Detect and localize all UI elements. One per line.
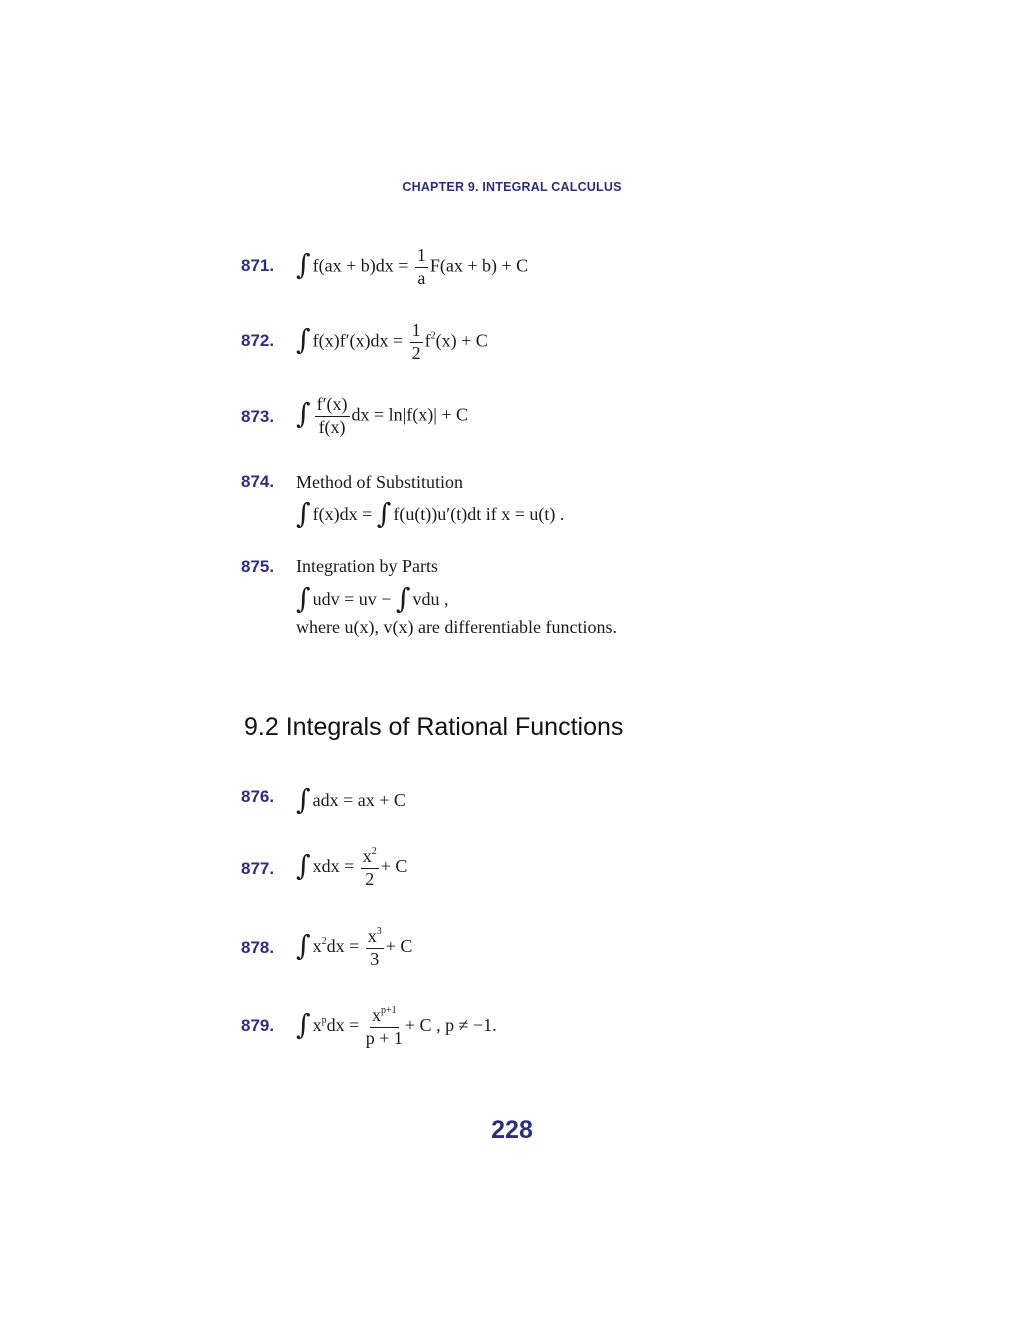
integral-sign: ∫ bbox=[296, 783, 311, 816]
formula-877 bbox=[296, 846, 407, 890]
formula-871 bbox=[296, 246, 528, 289]
formula-lhs: f(ax + b)dx = bbox=[312, 255, 413, 276]
integral-sign: ∫ bbox=[376, 497, 392, 530]
formula-number: 879. bbox=[241, 1016, 275, 1035]
integral-sign: ∫ bbox=[395, 582, 411, 615]
formula-873 bbox=[296, 395, 468, 438]
formula-rhs-base: f bbox=[424, 330, 431, 351]
fraction-numerator bbox=[370, 1005, 399, 1028]
exponent: 2 bbox=[321, 935, 327, 947]
method-title: Method of Substitution bbox=[296, 472, 464, 492]
fraction-denominator: p + 1 bbox=[365, 1027, 403, 1048]
numerator-base: x bbox=[362, 846, 372, 866]
fraction-numerator bbox=[366, 926, 384, 949]
formula-rhs: + C bbox=[380, 855, 408, 876]
formula-lhs: adx = ax + C bbox=[312, 790, 406, 810]
fraction-numerator bbox=[361, 846, 379, 869]
numerator-base: x bbox=[372, 1005, 381, 1025]
fraction-denominator: f(x) bbox=[318, 416, 346, 437]
formula-number: 878. bbox=[241, 938, 275, 957]
formula-rhs: f(u(t))u′(t)dt if x = u(t) . bbox=[393, 504, 565, 524]
formula-rhs: + C , p ≠ −1. bbox=[404, 1014, 497, 1035]
formula-lhs: dx = bbox=[326, 935, 364, 956]
formula-number: 872. bbox=[241, 331, 275, 350]
fraction-denominator: 2 bbox=[365, 868, 375, 889]
formula-rhs: dx = ln|f(x)| + C bbox=[351, 404, 469, 425]
formula-lhs: f(x)dx = bbox=[312, 504, 377, 524]
formula-lhs-base: x bbox=[312, 1014, 322, 1035]
formula-879 bbox=[296, 1005, 497, 1049]
exponent: 2 bbox=[430, 330, 436, 342]
formula-rhs: F(ax + b) + C bbox=[429, 255, 529, 276]
exponent: 2 bbox=[371, 846, 377, 857]
fraction-numerator: 1 bbox=[415, 246, 428, 268]
fraction-denominator: a bbox=[417, 267, 426, 288]
chapter-header: CHAPTER 9. INTEGRAL CALCULUS bbox=[402, 180, 622, 194]
fraction bbox=[361, 846, 379, 890]
formula-rhs: + C bbox=[385, 935, 413, 956]
fraction bbox=[366, 926, 384, 970]
formula-number: 874. bbox=[241, 472, 275, 491]
formula-lhs: f(x)f′(x)dx = bbox=[312, 330, 408, 351]
formula-rhs: vdu , bbox=[412, 589, 449, 609]
integral-sign: ∫ bbox=[296, 928, 311, 962]
integral-sign: ∫ bbox=[296, 848, 311, 882]
formula-number: 876. bbox=[241, 787, 275, 806]
integral-sign: ∫ bbox=[296, 582, 311, 615]
formula-number: 873. bbox=[241, 407, 275, 426]
page-number: 228 bbox=[491, 1116, 533, 1144]
formula-874 bbox=[296, 497, 565, 530]
fraction bbox=[366, 1005, 403, 1049]
formula-875 bbox=[296, 582, 449, 615]
integral-sign: ∫ bbox=[296, 397, 311, 431]
formula-rhs: (x) + C bbox=[435, 330, 488, 351]
formula-lhs: udv = uv − bbox=[312, 589, 396, 609]
integral-sign: ∫ bbox=[296, 1007, 311, 1041]
section-title: 9.2 Integrals of Rational Functions bbox=[244, 713, 624, 741]
integral-sign: ∫ bbox=[296, 497, 311, 530]
fraction-numerator: f′(x) bbox=[315, 395, 350, 417]
exponent: p+1 bbox=[381, 1005, 397, 1016]
integral-sign: ∫ bbox=[296, 323, 311, 357]
integral-sign: ∫ bbox=[296, 248, 311, 282]
method-title: Integration by Parts bbox=[296, 556, 438, 576]
fraction-denominator: 2 bbox=[411, 342, 421, 363]
formula-lhs-base: x bbox=[312, 935, 322, 956]
formula-872 bbox=[296, 321, 488, 364]
formula-876 bbox=[296, 783, 406, 816]
formula-lhs: xdx = bbox=[312, 855, 359, 876]
where-clause: where u(x), v(x) are differentiable functions. bbox=[296, 617, 618, 637]
exponent: 3 bbox=[376, 926, 382, 937]
fraction-denominator: 3 bbox=[370, 948, 380, 969]
formula-lhs: dx = bbox=[326, 1014, 364, 1035]
fraction-numerator: 1 bbox=[410, 321, 423, 343]
formula-number: 875. bbox=[241, 557, 275, 576]
fraction bbox=[410, 321, 423, 364]
formula-number: 877. bbox=[241, 859, 275, 878]
exponent: p bbox=[321, 1014, 327, 1026]
formula-number: 871. bbox=[241, 256, 275, 275]
formula-878 bbox=[296, 926, 412, 970]
fraction bbox=[415, 246, 428, 289]
numerator-base: x bbox=[367, 926, 377, 946]
fraction bbox=[315, 395, 350, 438]
